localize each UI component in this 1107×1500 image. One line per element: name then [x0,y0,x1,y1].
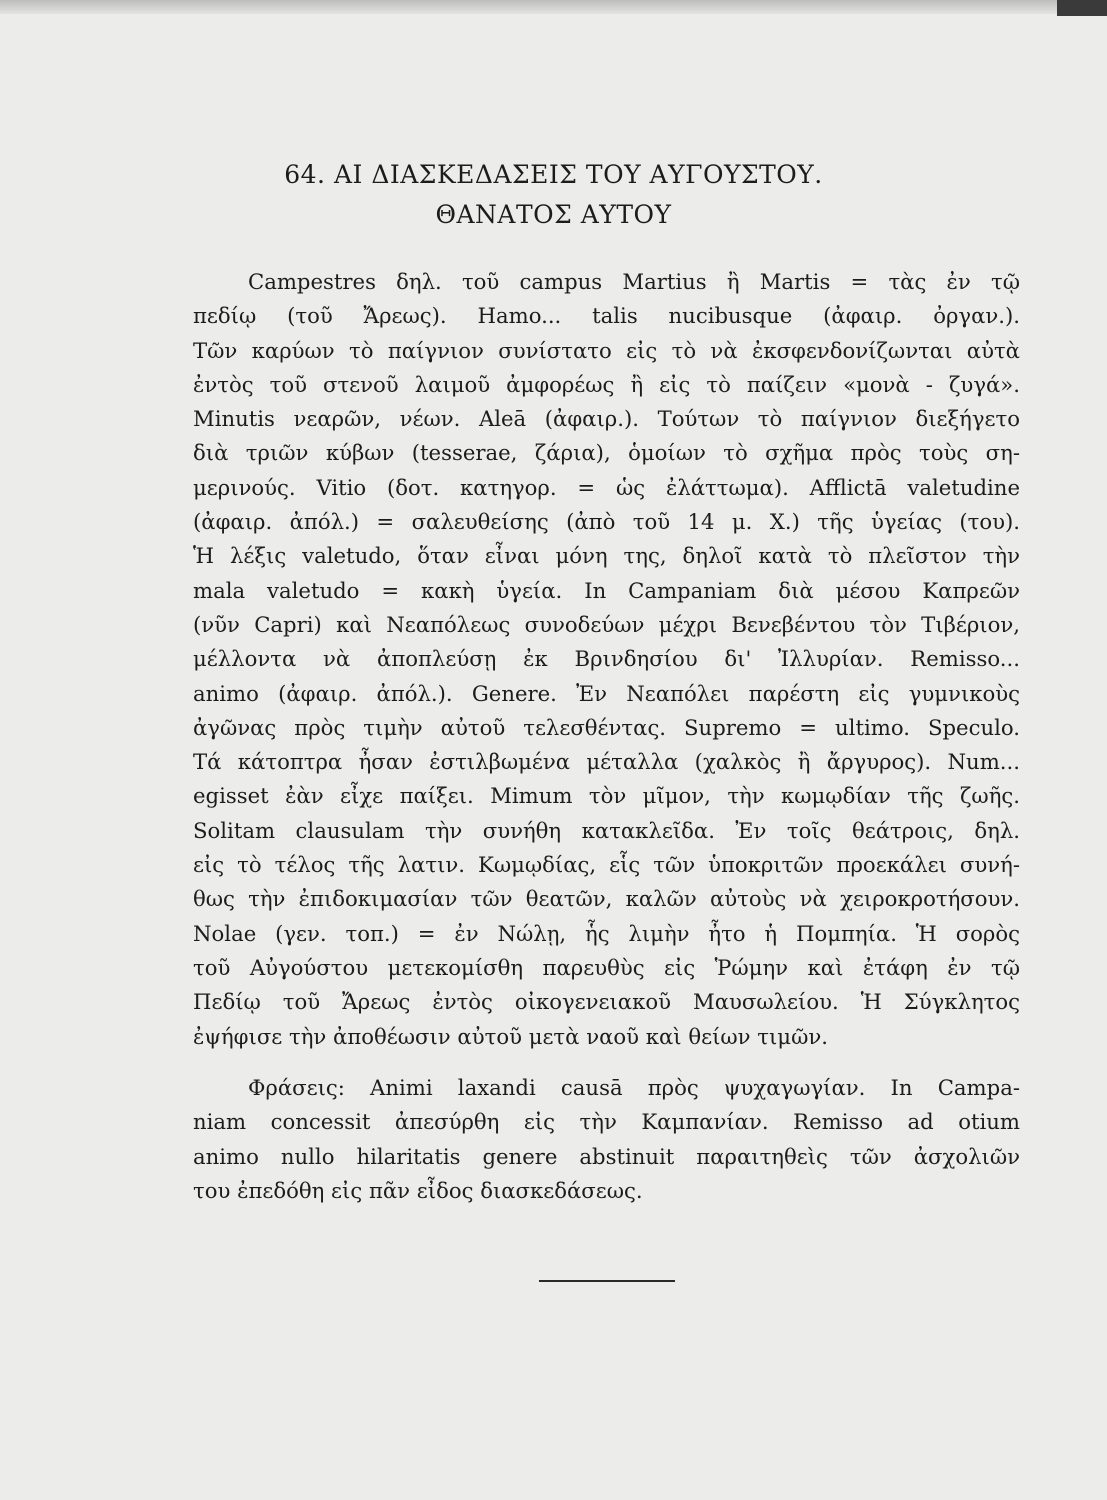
text-line: ἀγῶνας πρὸς τιμὴν αὐτοῦ τελεσθέντας. Supremo = ultimo. Speculo. [193,714,1020,740]
scan-corner-mark [1057,0,1107,16]
text-line: niam concessit ἀπεσύρθη εἰς τὴν Καμπανίαν. Remisso ad otium [193,1109,1020,1135]
text-line: egisset ἐὰν εἶχε παίξει. Mimum τὸν μῖμον, τὴν κωμῳδίαν τῆς ζωῆς. [193,783,1020,809]
text-line: πεδίῳ (τοῦ Ἄρεως). Hamo... talis nucibusque (ἀφαιρ. ὀργαν.). [193,303,1020,329]
scan-top-edge [0,0,1107,14]
text-line: ἐψήφισε τὴν ἀποθέωσιν αὐτοῦ μετὰ ναοῦ καὶ θείων τιμῶν. [193,1023,828,1049]
phrases-paragraph [193,1071,1020,1208]
text-line: Φράσεις: Animi laxandi causā πρὸς ψυχαγωγίαν. In Campa- [248,1075,1020,1100]
chapter-title: 64. ΑΙ ΔΙΑΣΚΕΔΑΣΕΙΣ ΤΟΥ ΑΥΓΟΥΣΤΟΥ. [284,160,823,189]
text-line: Τῶν καρύων τὸ παίγνιον συνίστατο εἰς τὸ νὰ ἐκσφενδονίζωνται αὐτὰ [193,337,1020,363]
text-line: (νῦν Capri) καὶ Νεαπόλεως συνοδεύων μέχρι Βενεβέντου τὸν Τιβέριον, [193,611,1020,637]
text-line: Τά κάτοπτρα ἦσαν ἐστιλβωμένα μέταλλα (χαλκὸς ἢ ἄργυρος). Num... [193,749,1020,775]
text-line: Ἡ λέξις valetudo, ὅταν εἶναι μόνη της, δηλοῖ κατὰ τὸ πλεῖστον τὴν [193,543,1020,569]
text-line: Solitam clausulam τὴν συνήθη κατακλεῖδα. Ἐν τοῖς θεάτροις, δηλ. [193,817,1020,843]
text-line: ἐντὸς τοῦ στενοῦ λαιμοῦ ἀμφορέως ἢ εἰς τὸ παίζειν «μονὰ - ζυγά». [193,371,1020,397]
text-line: (ἀφαιρ. ἀπόλ.) = σαλευθείσης (ἀπὸ τοῦ 14 μ. Χ.) τῆς ὑγείας (του). [193,509,1020,535]
end-rule [539,1280,675,1282]
text-line: Nolae (γεν. τοπ.) = ἐν Νώλῃ, ἧς λιμὴν ἦτο ἡ Πομπηία. Ἡ σορὸς [193,920,1020,946]
text-line: μέλλοντα νὰ ἀποπλεύσῃ ἐκ Βρινδησίου δι' Ἰλλυρίαν. Remisso... [193,646,1020,672]
text-line: mala valetudo = κακὴ ὑγεία. In Campaniam διὰ μέσου Καπρεῶν [193,577,1020,603]
text-line: τοῦ Αὐγούστου μετεκομίσθη παρευθὺς εἰς Ῥώμην καὶ ἐτάφη ἐν τῷ [193,954,1020,980]
chapter-subtitle: ΘΑΝΑΤΟΣ ΑΥΤΟΥ [435,200,672,229]
text-line: θως τὴν ἐπιδοκιμασίαν τῶν θεατῶν, καλῶν αὐτοὺς νὰ χειροκροτήσουν. [193,886,1020,912]
text-line: μερινούς. Vitio (δοτ. κατηγορ. = ὡς ἐλάττωμα). Afflictā valetudine [193,474,1020,500]
text-line: Πεδίῳ τοῦ Ἄρεως ἐντὸς οἰκογενειακοῦ Μαυσωλείου. Ἡ Σύγκλητος [193,989,1020,1015]
text-line: διὰ τριῶν κύβων (tesserae, ζάρια), ὁμοίων τὸ σχῆμα πρὸς τοὺς ση- [193,440,1020,466]
text-line: του ἐπεδόθη εἰς πᾶν εἶδος διασκεδάσεως. [193,1177,643,1203]
text-line: εἰς τὸ τέλος τῆς λατιν. Κωμῳδίας, εἷς τῶν ὑποκριτῶν προεκάλει συνή- [193,852,1020,878]
text-line: animo nullo hilaritatis genere abstinuit παραιτηθεὶς τῶν ἀσχολιῶν [193,1143,1020,1169]
text-line: animo (ἀφαιρ. ἀπόλ.). Genere. Ἐν Νεαπόλει παρέστη εἰς γυμνικοὺς [193,680,1020,706]
commentary-paragraph [193,265,1020,1054]
text-line: Minutis νεαρῶν, νέων. Aleā (ἀφαιρ.). Τούτων τὸ παίγνιον διεξήγετο [193,406,1020,432]
text-line: Campestres δηλ. τοῦ campus Martius ἢ Martis = τὰς ἐν τῷ [248,269,1020,294]
